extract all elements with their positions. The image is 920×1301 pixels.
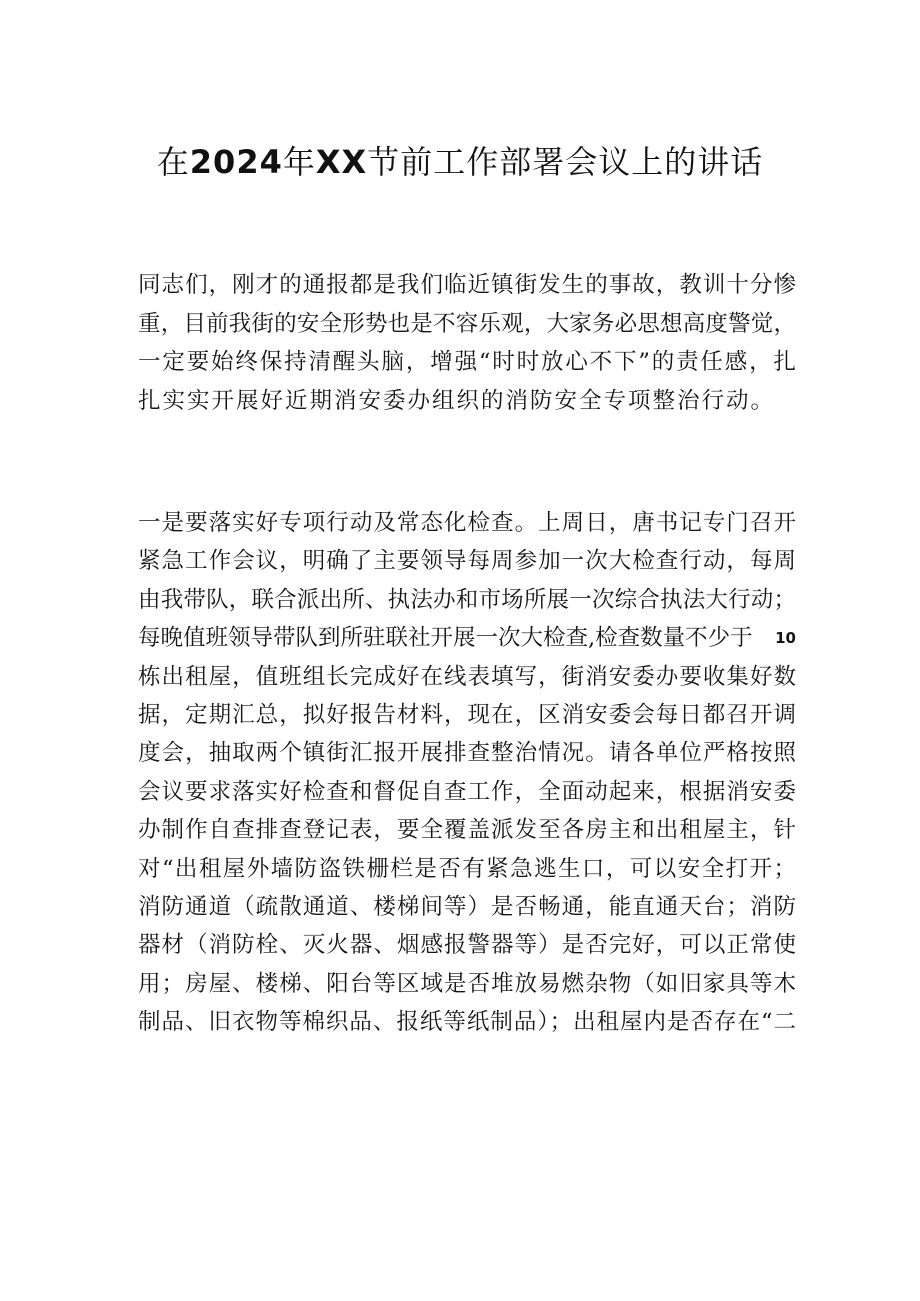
paragraph2-line-2: 紧急工作会议，明确了主要领导每周参加一次大检查行动，每周 [138,548,796,575]
paragraph2-line-13: 用；房屋、楼梯、阳台等区域是否堆放易燃杂物（如旧家具等木 [138,970,796,997]
paragraph2-line-1: 一是要落实好专项行动及常态化检查。上周日，唐书记专门召开 [138,510,796,536]
paragraph2-line-5: 栋出租屋，值班组长完成好在线表填写，街消安委办要收集好数 [138,663,796,690]
paragraph1-line-1: 同志们，刚才的通报都是我们临近镇街发生的事故，教训十分惨 [138,272,796,298]
paragraph1-line-3: 一定要始终保持清醒头脑，增强“时时放心不下”的责任感，扎 [138,349,796,375]
paragraph2-line-8: 会议要求落实好检查和督促自查工作，全面动起来，根据消安委 [138,778,796,805]
page-title [0,140,920,184]
paragraph2-line-14: 制品、旧衣物等棉织品、报纸等纸制品）；出租屋内是否存在“二 [138,1009,796,1036]
paragraph2-line-3: 由我带队，联合派出所、执法办和市场所展一次综合执法大行动； [138,586,796,613]
title-year: 2024 [189,143,283,181]
paragraph2-line-12: 器材（消防栓、灭火器、烟感报警器等）是否完好，可以正常使 [138,932,796,959]
title-mid: 年 [282,143,316,181]
inline-number: 10 [775,629,796,648]
paragraph2-line-11: 消防通道（疏散通道、楼梯间等）是否畅通，能直通天台；消防 [138,894,796,920]
paragraph2-line-9: 办制作自查排查登记表，要全覆盖派发至各房主和出租屋主，针 [138,817,796,844]
paragraph2-line-6: 据，定期汇总，拟好报告材料，现在，区消安委会每日都召开调 [138,702,796,728]
title-suffix: 节前工作部署会议上的讲话 [367,143,764,181]
paragraph1-line-4: 扎实实开展好近期消安委办组织的消防安全专项整治行动。 [138,387,776,414]
paragraph2-line-10: 对“出租屋外墙防盗铁栅栏是否有紧急逃生口，可以安全打开； [138,855,796,882]
paragraph2-line-7: 度会，抽取两个镇街汇报开展排查整治情况。请各单位严格按照 [138,740,796,767]
paragraph2-line-4-text: 每晚值班领导带队到所驻联社开展一次大检查,检查数量不少于 [138,625,753,652]
title-xx: XX [315,143,368,181]
paragraph1-line-2: 重，目前我街的安全形势也是不容乐观，大家务必思想高度警觉， [138,310,796,337]
paragraph2-line-4 [138,618,796,658]
title-prefix: 在 [156,143,190,181]
